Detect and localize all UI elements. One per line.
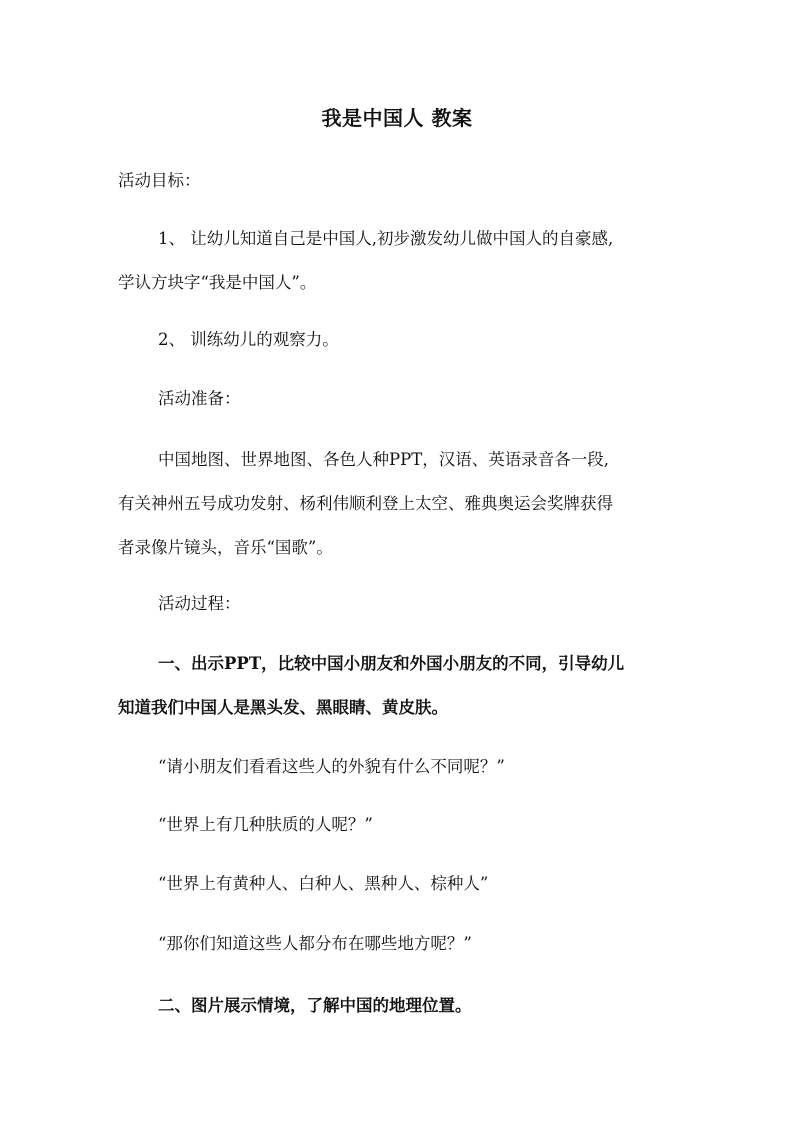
goal-item-1-line-1: 1、 让幼儿知道自己是中国人,初步激发幼儿做中国人的自豪感, — [158, 229, 614, 248]
preparation-text — [118, 446, 678, 562]
quote-1: “请小朋友们看看这些人的外貌有什么不同呢？” — [158, 757, 505, 776]
goal-item-1-line-2: 学认方块字“我是中国人”。 — [118, 273, 317, 292]
preparation-line-2: 有关神州五号成功发射、杨利伟顺利登上太空、雅典奥运会奖牌获得 — [118, 494, 613, 513]
process-step-1 — [118, 650, 678, 722]
section-heading-process: 活动过程： — [158, 594, 241, 613]
process-step-2: 二、图片展示情境，了解中国的地理位置。 — [158, 996, 472, 1015]
section-heading-preparation: 活动准备： — [158, 389, 241, 408]
quote-3: “世界上有黄种人、白种人、黑种人、棕种人” — [158, 874, 489, 893]
document-title: 我是中国人 教案 — [321, 106, 473, 130]
section-heading-goals: 活动目标： — [118, 171, 201, 190]
process-step-1-line-2: 知道我们中国人是黑头发、黑眼睛、黄皮肤。 — [118, 698, 448, 717]
preparation-line-1: 中国地图、世界地图、各色人种PPT，汉语、英语录音各一段, — [158, 450, 609, 469]
goal-item-2: 2、 训练幼儿的观察力。 — [158, 330, 339, 349]
quote-2: “世界上有几种肤质的人呢？” — [158, 815, 373, 834]
quote-4: “那你们知道这些人都分布在哪些地方呢？” — [158, 934, 472, 953]
process-step-1-line-1: 一、出示PPT，比较中国小朋友和外国小朋友的不同，引导幼儿 — [158, 654, 625, 673]
preparation-line-3: 者录像片镜头，音乐“国歌”。 — [118, 538, 333, 557]
goal-item-1 — [118, 225, 678, 297]
